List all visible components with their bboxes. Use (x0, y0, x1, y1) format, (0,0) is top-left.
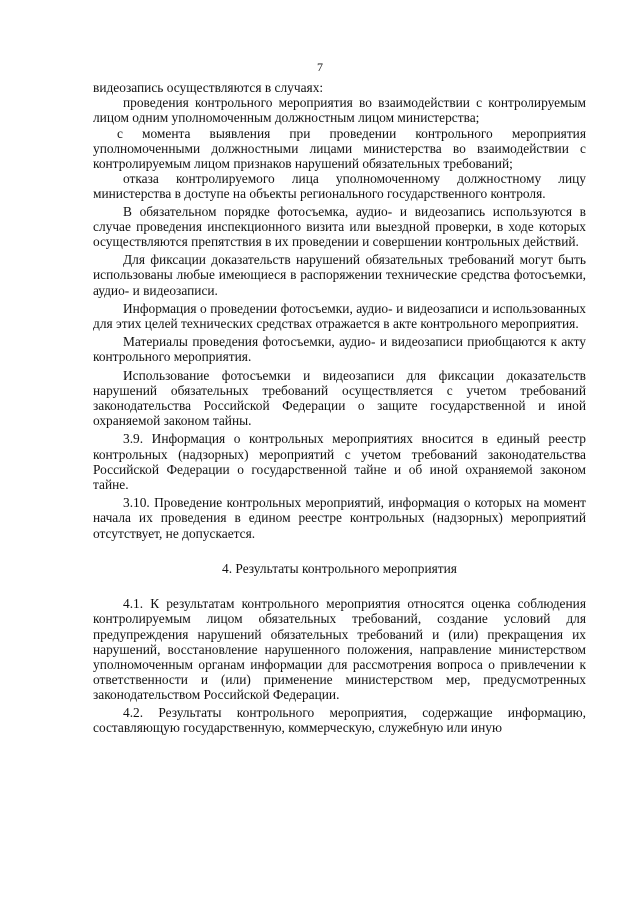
paragraph: Информация о проведении фотосъемки, аудио- и видеозаписи и использованных для этих целей технических средствах отражается в акте контрольного мероприятия. (93, 300, 586, 332)
paragraph: В обязательном порядке фотосъемка, аудио- и видеозапись используются в случае проведения инспекционного визита или выездной проверки, в ходе которых осуществляются препятствия в их проведении и совершении контрольных действий. (93, 203, 586, 250)
paragraph: видеозапись осуществляются в случаях: (93, 80, 324, 95)
paragraph: 4.2. Результаты контрольного мероприятия, содержащие информацию, составляющую государственную, коммерческую, служебную или иную (93, 704, 586, 735)
paragraph: 4.1. К результатам контрольного мероприятия относятся оценка соблюдения контролируемым лицом обязательных требований, создание условий для предупреждения нарушений обязательных требований и (или) прекращения их нарушений, восстановление нарушенного положения, направление министерством уполномоченным органам информации для рассмотрения вопроса о привлечении к ответственности и (или) применение министерством мер, предусмотренных законодательством Российской Федерации. (93, 596, 586, 703)
paragraph: Использование фотосъемки и видеозаписи для фиксации доказательств нарушений обязательных требований осуществляется с учетом требований законодательства Российской Федерации о защите государственной и иной охраняемой законом тайны. (93, 367, 586, 429)
document-body (93, 80, 586, 735)
paragraph: 3.10. Проведение контрольных мероприятий, информация о которых на момент начала их проведения в едином реестре контрольных (надзорных) мероприятий отсутствует, не допускается. (93, 495, 586, 541)
paragraph: с момента выявления при проведении контрольного мероприятия уполномоченными должностными лицами министерства во взаимодействии с контролируемым лицом признаков нарушений обязательных требований; (93, 125, 586, 172)
paragraph: Для фиксации доказательств нарушений обязательных требований могут быть использованы любые имеющиеся в распоряжении технические средства фотосъемки, аудио- и видеозаписи. (93, 252, 586, 298)
page-number: 7 (317, 60, 323, 74)
paragraph: Материалы проведения фотосъемки, аудио- и видеозаписи приобщаются к акту контрольного мероприятия. (93, 334, 586, 365)
paragraph: 3.9. Информация о контрольных мероприятиях вносится в единый реестр контрольных (надзорных) мероприятий с учетом требований законодательства Российской Федерации о государственной тайне и об иной охраняемой законом тайне. (93, 431, 586, 493)
section-heading: 4. Результаты контрольного мероприятия (222, 560, 457, 576)
paragraph: проведения контрольного мероприятия во взаимодействии с контролируемым лицом одним уполномоченным должностным лицом министерства; (93, 95, 586, 126)
paragraph: отказа контролируемого лица уполномоченному должностному лицу министерства в доступе на объекты регионального государственного контроля. (93, 171, 586, 202)
